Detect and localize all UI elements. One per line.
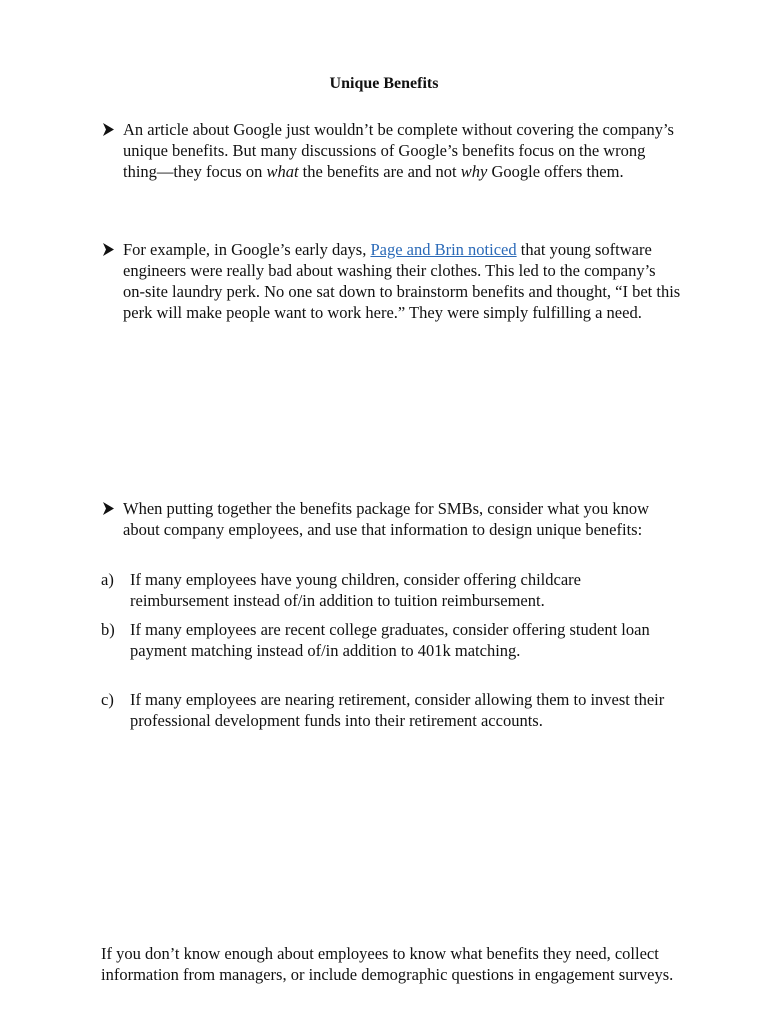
emphasis-why: why: [460, 162, 488, 181]
page-title: Unique Benefits: [329, 75, 439, 92]
bullet-text: When putting together the benefits package for SMBs, consider what you know about company employees, and use that information to design unique benefits:: [123, 499, 650, 539]
arrow-bullet-icon: [101, 119, 119, 140]
arrow-bullet-icon: [101, 239, 119, 260]
list-item: [101, 619, 681, 661]
list-item-text: If many employees are recent college graduates, consider offering student loan payment matching instead of/in addition to 401k matching.: [130, 620, 650, 660]
bullet-item: [101, 119, 681, 182]
bullet-item: [101, 498, 681, 540]
list-item: [101, 569, 681, 611]
bullet-text-part: An article about Google just wouldn’t be complete without covering the company’s unique benefits. But many discussions of Google’s benefits focus on the wrong thing—they focus on: [123, 120, 674, 181]
arrow-bullet-icon: [101, 498, 119, 519]
closing-paragraph: If you don’t know enough about employees to know what benefits they need, collect information from managers, or include demographic questions in engagement surveys.: [101, 944, 674, 984]
bullet-text-part: that young software engineers were really bad about washing their clothes. This led to the company’s on-site laundry perk. No one sat down to brainstorm benefits and thought, “I bet this perk will make people want to work here.” They were simply fulfilling a need.: [123, 240, 681, 322]
list-item-text: If many employees are nearing retirement, consider allowing them to invest their professional development funds into their retirement accounts.: [130, 690, 665, 730]
list-marker: c): [101, 690, 114, 709]
bullet-text-part: For example, in Google’s early days,: [123, 240, 371, 259]
bullet-text-part: the benefits are and not: [298, 162, 461, 181]
list-item: [101, 689, 681, 731]
emphasis-what: what: [266, 162, 299, 181]
bullet-text-part: Google offers them.: [487, 162, 624, 181]
page-and-brin-link[interactable]: Page and Brin noticed: [370, 240, 517, 259]
list-marker: a): [101, 570, 114, 589]
list-marker: b): [101, 620, 115, 639]
bullet-text: [123, 119, 681, 182]
list-item-text: If many employees have young children, consider offering childcare reimbursement instead of/in addition to tuition reimbursement.: [130, 570, 581, 610]
bullet-text: [123, 239, 681, 323]
bullet-item: [101, 239, 681, 323]
